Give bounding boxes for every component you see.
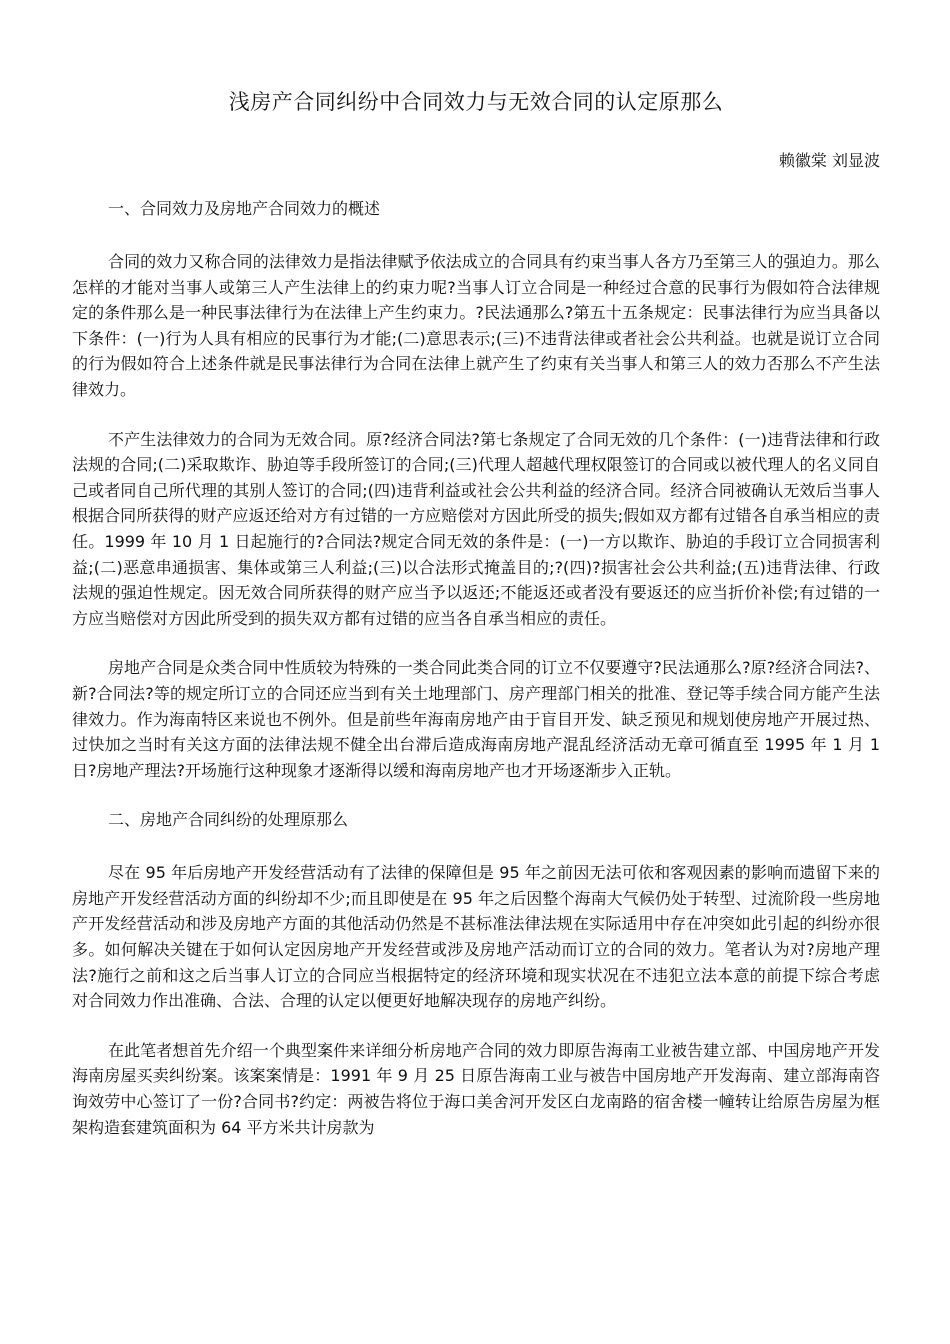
- paragraph-3: 房地产合同是众类合同中性质较为特殊的一类合同此类合同的订立不仅要遵守?民法通那么?原?经济合同法?、新?合同法?等的规定所订立的合同还应当到有关土地理部门、房产理部门相关的批准、登记等手续合同方能产生法律效力。作为海南特区来说也不例外。但是前些年海南房地产由于盲目开发、缺乏预见和规划使房地产开展过热、过快加之当时有关这方面的法律法规不健全出台滞后造成海南房地产混乱经济活动无章可循直至 1995 年 1 月 1 日?房地产理法?开场施行这种现象才逐渐得以缓和海南房地产也才开场逐渐步入正轨。: [72, 658, 880, 780]
- document-page: [72, 0, 880, 1140]
- document-title: 浅房产合同纠纷中合同效力与无效合同的认定原那么: [228, 90, 724, 114]
- paragraph-4: 尽在 95 年后房地产开发经营活动有了法律的保障但是 95 年之前因无法可依和客观因素的影响而遗留下来的房地产开发经营活动方面的纠纷却不少;而且即使是在 95 年之后因整个海南大气候仍处于转型、过流阶段一些房地产开发经营活动和涉及房地产方面的其他活动仍然是不甚标准法律法规在实际适用中存在冲突如此引起的纠纷亦很多。如何解决关键在于如何认定因房地产开发经营或涉及房地产活动而订立的合同的效力。笔者认为对?房地产理法?施行之前和这之后当事人订立的合同应当根据特定的经济环境和现实状况在不违犯立法本意的前提下综合考虑对合同效力作出准确、合法、合理的认定以便更好地解决现存的房地产纠纷。: [72, 863, 880, 1011]
- paragraph-1: 合同的效力又称合同的法律效力是指法律赋予依法成立的合同具有约束当事人各方乃至第三人的强迫力。那么怎样的才能对当事人或第三人产生法律上的约束力呢?当事人订立合同是一种经过合意的民事行为假如符合法律规定的条件那么是一种民事法律行为在法律上产生约束力。?民法通那么?第五十五条规定：民事法律行为应当具备以下条件：(一)行为人具有相应的民事行为才能;(二)意思表示;(三)不违背法律或者社会公共利益。也就是说订立合同的行为假如符合上述条件就是民事法律行为合同在法律上就产生了约束有关当事人和第三人的效力否那么不产生法律效力。: [72, 252, 880, 399]
- paragraph-2: 不产生法律效力的合同为无效合同。原?经济合同法?第七条规定了合同无效的几个条件：(一)违背法律和行政法规的合同;(二)采取欺诈、胁迫等手段所签订的合同;(三)代理人超越代理权限签订的合同或以被代理人的名义同自己或者同自己所代理的其别人签订的合同;(四)违背利益或社会公共利益的经济合同。经济合同被确认无效后当事人根据合同所获得的财产应返还给对方有过错的一方应赔偿对方因此所受的损失;假如双方都有过错各自承当相应的责任。1999 年 10 月 1 日起施行的?合同法?规定合同无效的条件是：(一)一方以欺诈、胁迫的手段订立合同损害利益;(二)恶意串通损害、集体或第三人利益;(三)以合法形式掩盖目的;?(四)?损害社会公共利益;(五)违背法律、行政法规的强迫性规定。因无效合同所获得的财产应当予以返还;不能返还或者没有要返还的应当折价补偿;有过错的一方应当赔偿对方因此所受到的损失双方都有过错的应当各自承当相应的责任。: [72, 429, 880, 628]
- section-heading-1: 一、合同效力及房地产合同效力的概述: [108, 199, 381, 218]
- section-heading-2: 二、房地产合同纠纷的处理原那么: [108, 810, 349, 830]
- paragraph-5: 在此笔者想首先介绍一个典型案件来详细分析房地产合同的效力即原告海南工业被告建立部、中国房地产开发海南房屋买卖纠纷案。该案案情是：1991 年 9 月 25 日原告海南工业与被告中国房地产开发海南、建立部海南咨询效劳中心签订了一份?合同书?约定：两被告将位于海口美舍河开发区白龙南路的宿舍楼一幢转让给原告房屋为框架构造套建筑面积为 64 平方米共计房款为: [72, 1040, 880, 1137]
- authors: 赖徽棠 刘显波: [778, 151, 880, 170]
